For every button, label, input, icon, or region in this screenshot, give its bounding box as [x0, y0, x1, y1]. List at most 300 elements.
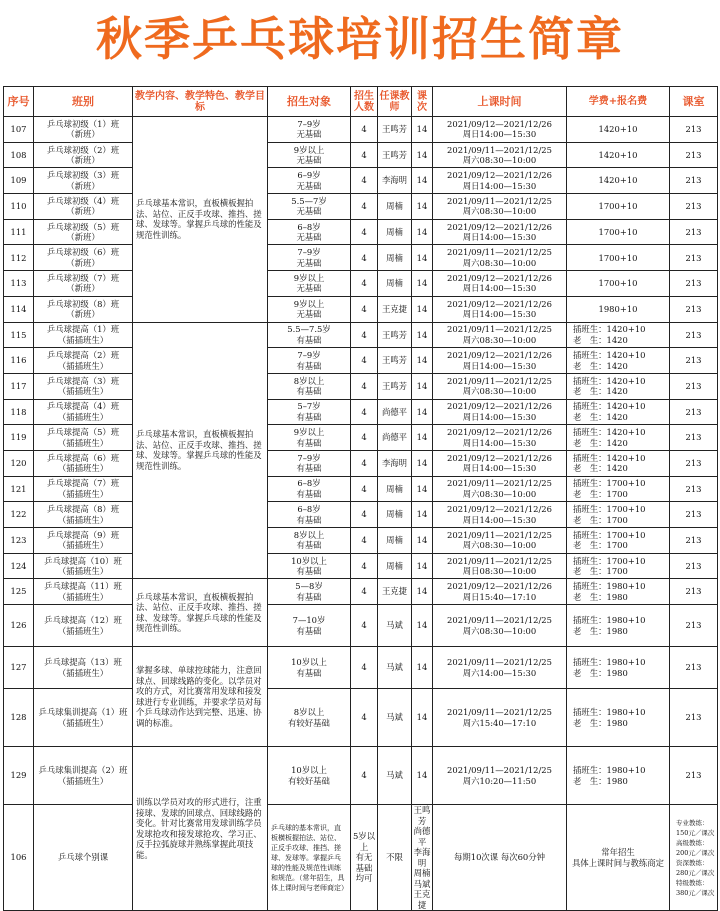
class-name-cell	[34, 553, 133, 579]
teacher-cell-text: 马斌	[386, 712, 403, 723]
class-time-cell-text: 2021/09/11—2021/12/25	[447, 478, 552, 489]
classroom-cell	[670, 502, 718, 528]
capacity-cell	[378, 805, 412, 911]
row-number-cell	[4, 142, 34, 168]
class-name-cell-text: 乒乓球初级（3）班	[46, 170, 120, 181]
classroom-cell-text: 213	[685, 586, 702, 597]
fee-cell	[567, 425, 670, 451]
capacity-cell-text: 4	[361, 509, 367, 520]
classroom-cell	[670, 296, 718, 322]
class-time-cell-text: 2021/09/12—2021/12/26	[447, 350, 552, 361]
target-students-cell	[268, 450, 351, 476]
class-time-cell-text: 周六08:30—10:00	[462, 625, 537, 636]
class-name-cell-text: （插插班生）	[57, 514, 109, 525]
fee-cell-text: 插班生：1420+10	[573, 401, 646, 412]
target-students-cell-text: 7–9岁	[297, 118, 321, 129]
target-students-cell-text: 5.5—7.5岁	[287, 324, 331, 335]
target-students-cell-text: 无基础	[296, 309, 322, 320]
fee-cell	[567, 142, 670, 168]
capacity-cell-text: 4	[361, 620, 367, 631]
fee-cell-text: 插班生：1980+10	[573, 615, 646, 626]
sessions-cell	[412, 579, 433, 605]
target-students-cell-text: 9岁以上	[293, 272, 325, 283]
target-students-cell-text: 无基础	[296, 232, 322, 243]
row-number-cell-text: 118	[10, 406, 27, 417]
target-students-cell-text: 有基础	[296, 514, 322, 525]
target-students-cell-text: 无基础	[296, 180, 322, 191]
sessions-cell	[412, 142, 433, 168]
sessions-cell-text: 14	[416, 712, 428, 723]
capacity-cell	[351, 528, 378, 554]
classroom-cell	[670, 747, 718, 805]
class-time-cell-text: 2021/09/12—2021/12/26	[447, 221, 552, 232]
sessions-cell	[412, 528, 433, 554]
class-time-cell	[433, 579, 567, 605]
teacher-cell-text: 马斌	[386, 662, 403, 673]
teacher-cell-text: 周楠	[413, 868, 431, 879]
class-time-cell-text: 2021/09/12—2021/12/26	[447, 401, 552, 412]
row-number-cell	[4, 168, 34, 194]
target-students-cell-text: 10岁以上	[291, 765, 327, 776]
fee-cell	[567, 271, 670, 297]
class-time-cell	[433, 399, 567, 425]
row-number-cell	[4, 348, 34, 374]
table-row	[4, 605, 718, 647]
class-time-cell-text: 2021/09/11—2021/12/25	[447, 247, 552, 258]
target-students-cell	[268, 245, 351, 271]
classroom-cell-text: 213	[685, 226, 702, 237]
class-name-cell-text: 乒乓球集训提高（1）班	[38, 707, 128, 718]
class-name-cell	[34, 425, 133, 451]
fee-cell-text: 老 生：1700	[573, 540, 628, 551]
sessions-cell-text: 14	[416, 458, 428, 469]
capacity-cell-text: 4	[361, 712, 367, 723]
classroom-cell	[670, 647, 718, 689]
fee-cell-text: 老 生：1420	[573, 360, 628, 371]
teacher-cell-text: 王鸣芳	[381, 355, 408, 366]
row-number-cell	[4, 747, 34, 805]
row-number-cell-text: 127	[10, 662, 27, 673]
row-number-cell-text: 126	[10, 620, 27, 631]
sessions-cell	[412, 689, 433, 747]
teacher-cell-text: 尚德平	[381, 406, 408, 417]
classroom-cell-text: 213	[685, 770, 702, 781]
sessions-cell	[412, 245, 433, 271]
description-cell	[268, 805, 351, 911]
teacher-cell	[378, 647, 412, 689]
header-cell: 班别	[34, 87, 133, 117]
target-students-cell-text: 6–8岁	[297, 478, 321, 489]
class-name-cell	[34, 348, 133, 374]
class-time-cell-text: 2021/09/12—2021/12/26	[447, 427, 552, 438]
sessions-cell-text: 14	[416, 770, 428, 781]
target-students-cell-text: 无基础	[296, 155, 322, 166]
teacher-cell-text: 周楠	[386, 201, 403, 212]
schedule-table	[3, 86, 718, 911]
teacher-cell	[412, 805, 433, 911]
teacher-cell	[378, 117, 412, 143]
capacity-cell-text: 4	[361, 662, 367, 673]
teacher-cell-text: 周楠	[386, 509, 403, 520]
classroom-cell-text: 213	[685, 175, 702, 186]
class-name-cell-text: 乒乓球提高（12）班	[44, 615, 122, 626]
capacity-cell-text: 4	[361, 226, 367, 237]
class-time-cell-text: 2021/09/11—2021/12/25	[447, 765, 552, 776]
teacher-cell-text: 王克捷	[381, 586, 408, 597]
table-row	[4, 296, 718, 322]
fee-cell	[567, 373, 670, 399]
class-name-cell-text: 乒乓球提高（3）班	[46, 375, 120, 386]
fee-cell-text: 老 生：1980	[573, 625, 628, 636]
target-students-cell	[268, 117, 351, 143]
fee-cell-text: 插班生：1700+10	[573, 529, 646, 540]
class-time-cell-text: 周日14:00—15:30	[462, 180, 537, 191]
class-name-cell-text: （插插班生）	[57, 717, 109, 728]
classroom-cell	[670, 322, 718, 348]
sessions-cell-text: 14	[416, 509, 428, 520]
class-name-cell-text: 乒乓球提高（13）班	[44, 657, 122, 668]
description-cell-text: 掌握多球、单球控球能力，注意回球点、回球线路的变化。以学员对攻的方式，对比赛常用发球和接发球进行专业训练，并要求学员对每个乒乓球动作达到完整、迅速、协调的标准。	[136, 665, 262, 728]
row-number-cell-text: 122	[10, 509, 27, 520]
class-time-cell	[433, 605, 567, 647]
class-name-cell-text: （插插班生）	[57, 488, 109, 499]
class-time-cell	[433, 425, 567, 451]
teacher-cell	[378, 348, 412, 374]
row-number-cell-text: 125	[10, 586, 27, 597]
capacity-cell-text: 4	[361, 278, 367, 289]
table-row	[4, 399, 718, 425]
capacity-cell-text: 4	[361, 329, 367, 340]
teacher-cell	[378, 579, 412, 605]
fee-cell-text: 插班生：1700+10	[573, 478, 646, 489]
class-time-cell-text: 周日14:00—15:30	[462, 514, 537, 525]
fee-cell-text: 专业教练：150元／课次	[676, 818, 715, 837]
sessions-cell	[412, 476, 433, 502]
fee-cell-text: 高级教练：200元／课次	[676, 838, 715, 857]
teacher-cell	[378, 245, 412, 271]
target-students-cell-text: 5.5—7岁	[291, 195, 327, 206]
teacher-cell	[378, 476, 412, 502]
fee-cell-text: 老 生：1420	[573, 334, 628, 345]
fee-cell-text: 老 生：1980	[573, 717, 628, 728]
fee-cell-text: 插班生：1980+10	[573, 657, 646, 668]
teacher-cell-text: 李海明	[381, 458, 408, 469]
fee-cell-text: 插班生：1980+10	[573, 707, 646, 718]
class-name-cell	[34, 647, 133, 689]
teacher-cell-text: 尚德平	[413, 826, 431, 847]
table-row	[4, 322, 718, 348]
class-time-cell-text: 常年招生	[601, 847, 635, 858]
sessions-cell-text: 14	[416, 483, 428, 494]
class-name-cell-text: 乒乓球提高（1）班	[46, 324, 120, 335]
capacity-cell-text: 4	[361, 483, 367, 494]
class-time-cell	[433, 450, 567, 476]
class-name-cell	[34, 805, 133, 911]
capacity-cell	[351, 117, 378, 143]
classroom-cell-text: 213	[685, 201, 702, 212]
class-time-cell	[433, 689, 567, 747]
class-name-cell	[34, 476, 133, 502]
table-row	[4, 271, 718, 297]
row-number-cell	[4, 219, 34, 245]
fee-cell-text: 1420+10	[598, 175, 638, 186]
class-name-cell-text: （新班）	[66, 309, 100, 320]
class-time-cell	[433, 747, 567, 805]
fee-cell-text: 插班生：1420+10	[573, 375, 646, 386]
target-students-cell-text: 7–9岁	[297, 247, 321, 258]
capacity-cell	[351, 142, 378, 168]
description-cell	[133, 322, 268, 579]
sessions-cell-text: 14	[416, 303, 428, 314]
table-row	[4, 502, 718, 528]
class-name-cell	[34, 194, 133, 220]
teacher-cell-text: 王鸣芳	[381, 124, 408, 135]
classroom-cell	[670, 219, 718, 245]
sessions-cell-text: 14	[416, 226, 428, 237]
fee-cell	[567, 647, 670, 689]
sessions-cell-text: 14	[416, 252, 428, 263]
target-students-cell-text: 10岁以上	[291, 555, 327, 566]
classroom-cell	[670, 425, 718, 451]
target-students-cell	[268, 689, 351, 747]
row-number-cell	[4, 553, 34, 579]
description-cell-text: 乒乓球基本常识，直板横板握拍法、站位、正反手攻球、推挡、搓球、发球等。掌握乒乓球的性能及规范性训练。	[136, 591, 262, 634]
capacity-cell-text: 4	[361, 535, 367, 546]
table-row	[4, 528, 718, 554]
class-time-cell-text: 2021/09/12—2021/12/26	[447, 581, 552, 592]
target-students-cell	[268, 348, 351, 374]
class-name-cell	[34, 450, 133, 476]
table-row	[4, 142, 718, 168]
class-name-cell	[34, 605, 133, 647]
row-number-cell	[4, 296, 34, 322]
sessions-cell	[412, 373, 433, 399]
capacity-cell	[351, 689, 378, 747]
classroom-cell-text: 213	[685, 620, 702, 631]
class-time-cell	[433, 553, 567, 579]
target-students-cell-text: 有基础	[296, 437, 322, 448]
teacher-cell	[378, 373, 412, 399]
fee-cell	[567, 605, 670, 647]
class-name-cell-text: 乒乓球提高（10）班	[44, 555, 122, 566]
sessions-cell-text: 14	[416, 560, 428, 571]
class-name-cell	[34, 528, 133, 554]
table-row	[4, 579, 718, 605]
class-time-cell	[433, 117, 567, 143]
capacity-cell	[351, 219, 378, 245]
fee-cell-text: 老 生：1980	[573, 591, 628, 602]
sessions-cell	[412, 605, 433, 647]
target-students-cell-text: 有较好基础	[288, 717, 330, 728]
description-cell	[133, 647, 268, 747]
row-number-cell	[4, 271, 34, 297]
class-time-cell	[433, 476, 567, 502]
target-students-cell-text: 7—10岁	[292, 615, 326, 626]
sessions-cell	[433, 805, 567, 911]
row-number-cell-text: 110	[10, 201, 27, 212]
fee-cell	[567, 219, 670, 245]
target-students-cell-text: 6–9岁	[297, 170, 321, 181]
row-number-cell	[4, 322, 34, 348]
sessions-cell-text: 14	[416, 201, 428, 212]
class-time-cell-text: 周六10:20—11:50	[462, 775, 537, 786]
target-students-cell	[268, 502, 351, 528]
target-students-cell-text: 有基础	[296, 411, 322, 422]
teacher-cell	[378, 528, 412, 554]
teacher-cell	[378, 168, 412, 194]
class-time-cell-text: 周六08:30—10:00	[462, 488, 537, 499]
fee-cell	[567, 117, 670, 143]
table-row	[4, 373, 718, 399]
class-time-cell-text: 周日14:00—15:30	[462, 129, 537, 140]
teacher-cell-text: 周楠	[386, 278, 403, 289]
target-students-cell	[268, 142, 351, 168]
class-time-cell-text: 周六14:00—15:30	[462, 667, 537, 678]
target-students-cell	[351, 805, 378, 911]
description-cell-text: 训练以学员对攻的形式进行，注重接球、发球的回球点、回球线路的变化。针对比赛常用发球训练学员发球抢攻和接发球抢攻、学习正、反手拉弧旋球并熟练掌握此项技能。	[136, 797, 262, 860]
classroom-cell-text: 213	[685, 712, 702, 723]
row-number-cell-text: 116	[10, 355, 27, 366]
class-time-cell-text: 2021/09/12—2021/12/26	[447, 170, 552, 181]
target-students-cell	[268, 219, 351, 245]
row-number-cell-text: 108	[10, 149, 27, 160]
sessions-cell-text: 14	[416, 355, 428, 366]
row-number-cell-text: 111	[10, 226, 27, 237]
capacity-cell-text: 4	[361, 380, 367, 391]
teacher-cell-text: 周楠	[386, 252, 403, 263]
class-time-cell	[433, 502, 567, 528]
class-name-cell-text: （插插班生）	[57, 566, 109, 577]
classroom-cell-text: 213	[685, 252, 702, 263]
class-time-cell-text: 周日14:00—15:30	[462, 437, 537, 448]
fee-cell-text: 老 生：1420	[573, 437, 628, 448]
row-number-cell-text: 115	[10, 329, 27, 340]
table-row	[4, 647, 718, 689]
class-name-cell-text: （插插班生）	[57, 334, 109, 345]
classroom-cell-text: 213	[685, 560, 702, 571]
class-time-cell	[433, 142, 567, 168]
class-name-cell	[34, 373, 133, 399]
target-students-cell	[268, 373, 351, 399]
class-time-cell-text: 周六08:30—10:00	[462, 334, 537, 345]
row-number-cell	[4, 579, 34, 605]
class-name-cell-text: 乒乓球初级（4）班	[46, 195, 120, 206]
classroom-cell	[670, 373, 718, 399]
fee-cell-text: 老 生：1700	[573, 566, 628, 577]
target-students-cell-text: 有基础	[296, 566, 322, 577]
row-number-cell	[4, 605, 34, 647]
classroom-cell-text: 213	[685, 380, 702, 391]
table-row	[4, 348, 718, 374]
target-students-cell-text: 无基础	[296, 257, 322, 268]
fee-cell	[567, 296, 670, 322]
description-cell-text: 乒乓球的基本常识，直板横板握拍法、站位、正反手攻球、推挡、搓球、发球等。掌握乒乓球的性能及规范性训练和规范。（常年招生，具体上课时间与老师商定）	[271, 823, 348, 892]
sessions-cell	[412, 747, 433, 805]
row-number-cell	[4, 689, 34, 747]
target-students-cell	[268, 194, 351, 220]
target-students-cell-text: 有基础	[296, 667, 322, 678]
classroom-cell	[670, 579, 718, 605]
target-students-cell-text: 5—8岁	[295, 581, 323, 592]
teacher-cell	[378, 553, 412, 579]
teacher-cell	[378, 399, 412, 425]
class-name-cell	[34, 322, 133, 348]
target-students-cell-text: 有基础	[296, 463, 322, 474]
capacity-cell	[351, 348, 378, 374]
class-time-cell-text: 2021/09/12—2021/12/26	[447, 504, 552, 515]
sessions-cell-text: 14	[416, 406, 428, 417]
sessions-cell-text: 14	[416, 175, 428, 186]
class-time-cell-text: 周六08:30—10:00	[462, 155, 537, 166]
fee-cell-text: 资深教练：280元／课次	[676, 858, 715, 877]
class-name-cell-text: （插插班生）	[57, 667, 109, 678]
fee-cell-text: 老 生：1700	[573, 514, 628, 525]
fee-cell	[567, 579, 670, 605]
target-students-cell-text: 无基础	[296, 283, 322, 294]
teacher-cell	[378, 194, 412, 220]
fee-cell-text: 老 生：1420	[573, 463, 628, 474]
fee-cell	[567, 528, 670, 554]
fee-cell	[567, 689, 670, 747]
classroom-cell	[670, 553, 718, 579]
sessions-cell-text: 14	[416, 620, 428, 631]
target-students-cell	[268, 168, 351, 194]
capacity-cell-text: 4	[361, 432, 367, 443]
class-time-cell-text: 2021/09/11—2021/12/25	[447, 615, 552, 626]
teacher-cell	[378, 296, 412, 322]
class-time-cell-text: 周六08:30—10:00	[462, 540, 537, 551]
sessions-cell-text: 14	[416, 329, 428, 340]
capacity-cell	[351, 425, 378, 451]
teacher-cell-text: 周楠	[386, 226, 403, 237]
capacity-cell	[351, 296, 378, 322]
class-time-cell-text: 周日14:00—15:30	[462, 411, 537, 422]
row-number-cell	[4, 117, 34, 143]
sessions-cell-text: 14	[416, 586, 428, 597]
class-name-cell-text: 乒乓球提高（9）班	[46, 529, 120, 540]
row-number-cell-text: 106	[10, 852, 27, 863]
classroom-cell-text: 213	[685, 662, 702, 673]
table-row	[4, 425, 718, 451]
target-students-cell-text: 有基础	[296, 540, 322, 551]
classroom-cell	[670, 142, 718, 168]
class-name-cell	[34, 117, 133, 143]
capacity-cell-text: 4	[361, 175, 367, 186]
target-students-cell-text: 7–9岁	[297, 452, 321, 463]
classroom-cell-text: 213	[685, 406, 702, 417]
class-name-cell-text: （新班）	[66, 155, 100, 166]
teacher-cell-text: 王鸣芳	[381, 380, 408, 391]
class-name-cell	[34, 245, 133, 271]
capacity-cell	[351, 399, 378, 425]
capacity-cell	[351, 271, 378, 297]
class-name-cell-text: （插插班生）	[57, 437, 109, 448]
row-number-cell	[4, 502, 34, 528]
target-students-cell	[268, 322, 351, 348]
row-number-cell	[4, 450, 34, 476]
teacher-cell-text: 马斌	[386, 620, 403, 631]
target-students-cell-text: 9岁以上	[293, 298, 325, 309]
sessions-cell-text: 14	[416, 662, 428, 673]
classroom-cell	[670, 528, 718, 554]
class-name-cell-text: 乒乓球提高（2）班	[46, 350, 120, 361]
fee-cell	[567, 553, 670, 579]
fee-cell-text: 插班生：1420+10	[573, 350, 646, 361]
teacher-cell	[378, 219, 412, 245]
teacher-cell	[378, 502, 412, 528]
schedule-body	[4, 117, 718, 911]
capacity-cell-text: 4	[361, 149, 367, 160]
